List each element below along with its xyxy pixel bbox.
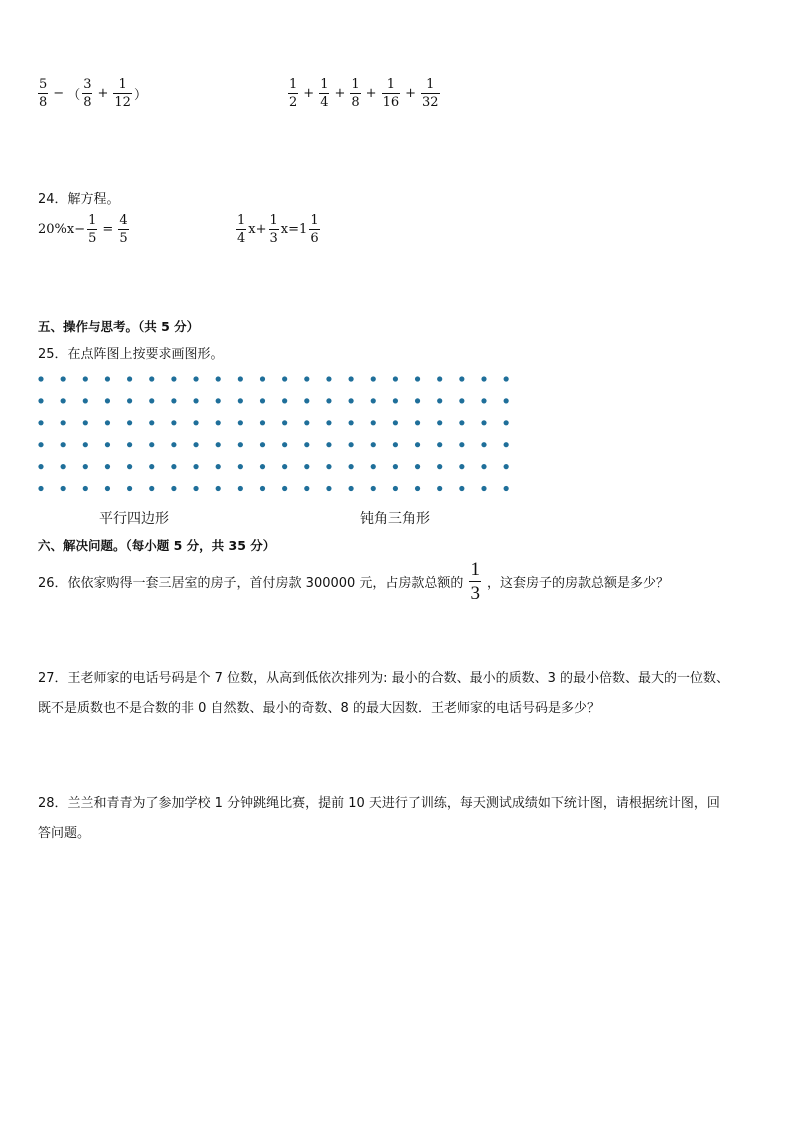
grid-dot[interactable]: [149, 398, 154, 403]
grid-dot[interactable]: [105, 376, 110, 381]
grid-dot[interactable]: [459, 420, 464, 425]
grid-dot[interactable]: [149, 464, 154, 469]
grid-dot[interactable]: [459, 486, 464, 491]
grid-dot[interactable]: [481, 442, 486, 447]
grid-dot[interactable]: [216, 464, 221, 469]
fraction: $\frac{1}{32}$: [422, 77, 439, 110]
grid-dot[interactable]: [481, 376, 486, 381]
grid-dot[interactable]: [415, 376, 420, 381]
operator: +: [405, 86, 417, 101]
grid-dot[interactable]: [61, 398, 66, 403]
grid-dot[interactable]: [83, 442, 88, 447]
grid-dot[interactable]: [105, 442, 110, 447]
grid-dot[interactable]: [459, 464, 464, 469]
fraction: $\frac{1}{16}$: [382, 77, 400, 110]
grid-dot[interactable]: [149, 486, 154, 491]
equation-equals: x=: [280, 222, 300, 237]
grid-dot[interactable]: [171, 376, 176, 381]
grid-dot[interactable]: [127, 376, 132, 381]
grid-dot[interactable]: [38, 486, 43, 491]
grid-dot[interactable]: [459, 376, 464, 381]
grid-dot[interactable]: [38, 376, 43, 381]
grid-dot[interactable]: [171, 420, 176, 425]
whole-part: 1: [299, 222, 308, 237]
grid-dot[interactable]: [459, 398, 464, 403]
grid-dot[interactable]: [415, 398, 420, 403]
grid-dot[interactable]: [349, 442, 354, 447]
mixed-number: [299, 214, 322, 245]
grid-dot[interactable]: [83, 464, 88, 469]
grid-dot[interactable]: [61, 420, 66, 425]
operator: +: [97, 86, 109, 101]
grid-dot[interactable]: [371, 464, 376, 469]
grid-dot[interactable]: [393, 486, 398, 491]
grid-dot[interactable]: [38, 464, 43, 469]
question-26: [38, 560, 669, 603]
equation-lead: 20%x−: [38, 222, 86, 237]
question-27-line-1: 27．王老师家的电话号码是个 7 位数，从高到低依次排列为: 最小的合数、最小的质数、3 的最小倍数、最大的一位数、: [38, 671, 729, 686]
question-28-line-1: 28．兰兰和青青为了参加学校 1 分钟跳绳比赛，提前 10 天进行了训练，每天测试成绩如下统计图，请根据统计图，回: [38, 796, 720, 811]
grid-dot[interactable]: [127, 464, 132, 469]
grid-dot[interactable]: [304, 442, 309, 447]
grid-dot[interactable]: [349, 486, 354, 491]
grid-dot[interactable]: [304, 420, 309, 425]
expression-1: [36, 78, 147, 109]
grid-dot[interactable]: [193, 398, 198, 403]
label-parallelogram: 平行四边形: [99, 511, 169, 527]
grid-dot[interactable]: [481, 420, 486, 425]
grid-dot[interactable]: [282, 464, 287, 469]
grid-dot[interactable]: [149, 376, 154, 381]
grid-dot[interactable]: [61, 486, 66, 491]
grid-dot[interactable]: [260, 398, 265, 403]
section-5-heading: 五、操作与思考。（共 5 分）: [38, 319, 200, 334]
grid-dot[interactable]: [504, 420, 509, 425]
question-27-line-2: 既不是质数也不是合数的非 0 自然数、最小的奇数、8 的最大因数．王老师家的电话号码是多少？: [38, 701, 600, 716]
grid-dot[interactable]: [193, 420, 198, 425]
grid-dot[interactable]: [260, 376, 265, 381]
fraction: $\frac{1}{6}$: [310, 213, 319, 246]
grid-dot[interactable]: [481, 464, 486, 469]
grid-dot[interactable]: [282, 376, 287, 381]
grid-dot[interactable]: [127, 398, 132, 403]
grid-dot[interactable]: [437, 420, 442, 425]
grid-dot[interactable]: [238, 442, 243, 447]
grid-dot[interactable]: [83, 486, 88, 491]
fraction: $\frac{4}{5}$: [119, 213, 128, 246]
grid-dot[interactable]: [393, 420, 398, 425]
question-26-text-end: ，这套房子的房款总额是多少？: [486, 576, 669, 591]
grid-dot[interactable]: [393, 398, 398, 403]
grid-dot[interactable]: [238, 398, 243, 403]
grid-dot[interactable]: [61, 442, 66, 447]
equation-mid: x+: [248, 222, 267, 237]
fraction: $\frac{1}{3}$: [269, 213, 278, 246]
equation-1: [38, 214, 131, 245]
grid-dot[interactable]: [437, 486, 442, 491]
grid-dot[interactable]: [349, 376, 354, 381]
dot-grid[interactable]: [30, 368, 530, 498]
grid-dot[interactable]: [260, 486, 265, 491]
grid-dot[interactable]: [437, 442, 442, 447]
grid-dot[interactable]: [504, 442, 509, 447]
grid-dot[interactable]: [127, 486, 132, 491]
grid-dot[interactable]: [504, 376, 509, 381]
grid-dot[interactable]: [61, 376, 66, 381]
grid-dot[interactable]: [260, 420, 265, 425]
question-24-title: 24．解方程。: [38, 192, 120, 207]
grid-dot[interactable]: [38, 398, 43, 403]
grid-dot[interactable]: [171, 464, 176, 469]
grid-dot[interactable]: [326, 376, 331, 381]
fraction: $\frac{1}{8}$: [351, 77, 360, 110]
grid-dot[interactable]: [326, 420, 331, 425]
grid-dot[interactable]: [83, 398, 88, 403]
grid-dot[interactable]: [83, 420, 88, 425]
grid-dot[interactable]: [304, 486, 309, 491]
fraction: $\frac{1}{5}$: [88, 213, 97, 246]
grid-dot[interactable]: [437, 398, 442, 403]
grid-dot[interactable]: [149, 420, 154, 425]
grid-dot[interactable]: [481, 486, 486, 491]
question-28-line-2: 答问题。: [38, 826, 91, 841]
grid-dot[interactable]: [504, 398, 509, 403]
operator: +: [365, 86, 377, 101]
grid-dot[interactable]: [459, 442, 464, 447]
left-paren: （: [67, 88, 81, 103]
grid-dot[interactable]: [260, 464, 265, 469]
grid-dot[interactable]: [171, 486, 176, 491]
grid-dot[interactable]: [260, 442, 265, 447]
fraction: $\frac{1}{4}$: [320, 77, 329, 110]
fraction: $\frac{1}{3}$: [470, 559, 480, 604]
grid-dot[interactable]: [61, 464, 66, 469]
grid-dot[interactable]: [127, 420, 132, 425]
grid-dot[interactable]: [437, 464, 442, 469]
fraction: $\frac{1}{2}$: [289, 77, 298, 110]
grid-dot[interactable]: [371, 376, 376, 381]
grid-dot[interactable]: [504, 464, 509, 469]
grid-dot[interactable]: [371, 486, 376, 491]
grid-dot[interactable]: [105, 420, 110, 425]
grid-dot[interactable]: [415, 442, 420, 447]
operator: +: [303, 86, 315, 101]
grid-dot[interactable]: [193, 376, 198, 381]
grid-dot[interactable]: [216, 420, 221, 425]
equation-2: [234, 214, 322, 245]
grid-dot[interactable]: [38, 420, 43, 425]
grid-dot[interactable]: [326, 398, 331, 403]
grid-dot[interactable]: [193, 464, 198, 469]
grid-dot[interactable]: [83, 376, 88, 381]
grid-dot[interactable]: [304, 376, 309, 381]
grid-dot[interactable]: [282, 420, 287, 425]
grid-dot[interactable]: [415, 464, 420, 469]
grid-dot[interactable]: [105, 464, 110, 469]
expression-2: [286, 78, 442, 109]
operator: −: [53, 86, 65, 101]
grid-dot[interactable]: [393, 442, 398, 447]
grid-dot[interactable]: [238, 486, 243, 491]
grid-dot[interactable]: [105, 398, 110, 403]
grid-dot[interactable]: [349, 464, 354, 469]
grid-dot[interactable]: [393, 376, 398, 381]
right-paren: ）: [133, 88, 147, 103]
grid-dot[interactable]: [171, 442, 176, 447]
question-25-title: 25．在点阵图上按要求画图形。: [38, 347, 224, 362]
grid-dot[interactable]: [326, 464, 331, 469]
grid-dot[interactable]: [304, 464, 309, 469]
grid-dot[interactable]: [238, 420, 243, 425]
fraction: $\frac{1}{12}$: [114, 77, 131, 110]
grid-dot[interactable]: [216, 376, 221, 381]
grid-dot[interactable]: [481, 398, 486, 403]
grid-dot[interactable]: [282, 486, 287, 491]
grid-dot[interactable]: [326, 442, 331, 447]
grid-dot[interactable]: [415, 420, 420, 425]
grid-dot[interactable]: [216, 442, 221, 447]
question-26-text: 26．依依家购得一套三居室的房子，首付房款 300000 元，占房款总额的: [38, 576, 464, 591]
grid-dot[interactable]: [193, 486, 198, 491]
fraction: $\frac{5}{8}$: [39, 77, 48, 110]
grid-dot[interactable]: [349, 398, 354, 403]
fraction: $\frac{3}{8}$: [83, 77, 92, 110]
grid-dot[interactable]: [38, 442, 43, 447]
grid-dot[interactable]: [437, 376, 442, 381]
grid-dot[interactable]: [171, 398, 176, 403]
grid-dot[interactable]: [282, 442, 287, 447]
grid-dot[interactable]: [504, 486, 509, 491]
fraction: $\frac{1}{4}$: [237, 213, 246, 246]
grid-dot[interactable]: [149, 442, 154, 447]
operator: =: [102, 222, 114, 237]
grid-dot[interactable]: [193, 442, 198, 447]
grid-dot[interactable]: [393, 464, 398, 469]
grid-dot[interactable]: [371, 442, 376, 447]
grid-dot[interactable]: [216, 398, 221, 403]
grid-dot[interactable]: [415, 486, 420, 491]
operator: +: [334, 86, 346, 101]
grid-dot[interactable]: [238, 376, 243, 381]
grid-dot[interactable]: [127, 442, 132, 447]
grid-dot[interactable]: [349, 420, 354, 425]
label-obtuse-triangle: 钝角三角形: [360, 511, 430, 527]
grid-dot[interactable]: [105, 486, 110, 491]
section-6-heading: 六、解决问题。（每小题 5 分，共 35 分）: [38, 538, 276, 553]
grid-dot[interactable]: [304, 398, 309, 403]
grid-dot[interactable]: [371, 398, 376, 403]
grid-dot[interactable]: [216, 486, 221, 491]
grid-dot[interactable]: [282, 398, 287, 403]
grid-dot[interactable]: [371, 420, 376, 425]
grid-dot[interactable]: [326, 486, 331, 491]
grid-dot[interactable]: [238, 464, 243, 469]
